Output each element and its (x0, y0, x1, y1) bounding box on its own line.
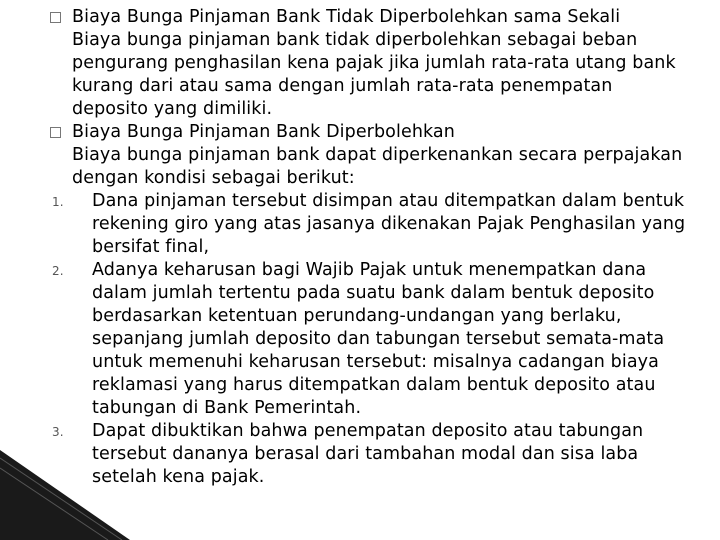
bullet-point (50, 6, 690, 29)
bullet-heading: Biaya Bunga Pinjaman Bank Diperbolehkan (72, 122, 455, 142)
item-text: Dapat dibuktikan bahwa penempatan deposito atau tabungan tersebut dananya berasal dari tambahan modal dan sisa laba setelah kena pajak. (92, 421, 644, 487)
bullet-heading: Biaya Bunga Pinjaman Bank Tidak Diperbolehkan sama Sekali (72, 7, 621, 27)
item-text: Adanya keharusan bagi Wajib Pajak untuk menempatkan dana dalam jumlah tertentu pada suatu bank dalam bentuk deposito berdasarkan ketentuan perundang-undangan yang berlaku, sepanjang jumlah deposito dan tabungan tersebut semata-mata untuk memenuhi keharusan tersebut: misalnya cadangan biaya reklamasi yang harus ditempatkan dalam bentuk deposito atau tabungan di Bank Pemerintah. (92, 260, 665, 418)
item-number: 1. (52, 195, 64, 209)
numbered-item (50, 190, 690, 259)
item-number: 3. (52, 425, 64, 439)
item-number: 2. (52, 264, 64, 278)
item-text: Dana pinjaman tersebut disimpan atau ditempatkan dalam bentuk rekening giro yang atas jasanya dikenakan Pajak Penghasilan yang bersifat final, (92, 191, 686, 257)
numbered-item (50, 259, 690, 420)
checkbox-bullet-icon (50, 127, 61, 138)
slide-content (50, 6, 690, 489)
numbered-item (50, 420, 690, 489)
checkbox-bullet-icon (50, 12, 61, 23)
bullet-body: Biaya bunga pinjaman bank tidak diperbolehkan sebagai beban pengurang penghasilan kena pajak jika jumlah rata-rata utang bank kurang dari atau sama dengan jumlah rata-rata penempatan deposito yang dimiliki. (72, 30, 676, 119)
bullet-body: Biaya bunga pinjaman bank dapat diperkenankan secara perpajakan dengan kondisi sebagai berikut: (72, 145, 683, 188)
bullet-point (50, 121, 690, 144)
